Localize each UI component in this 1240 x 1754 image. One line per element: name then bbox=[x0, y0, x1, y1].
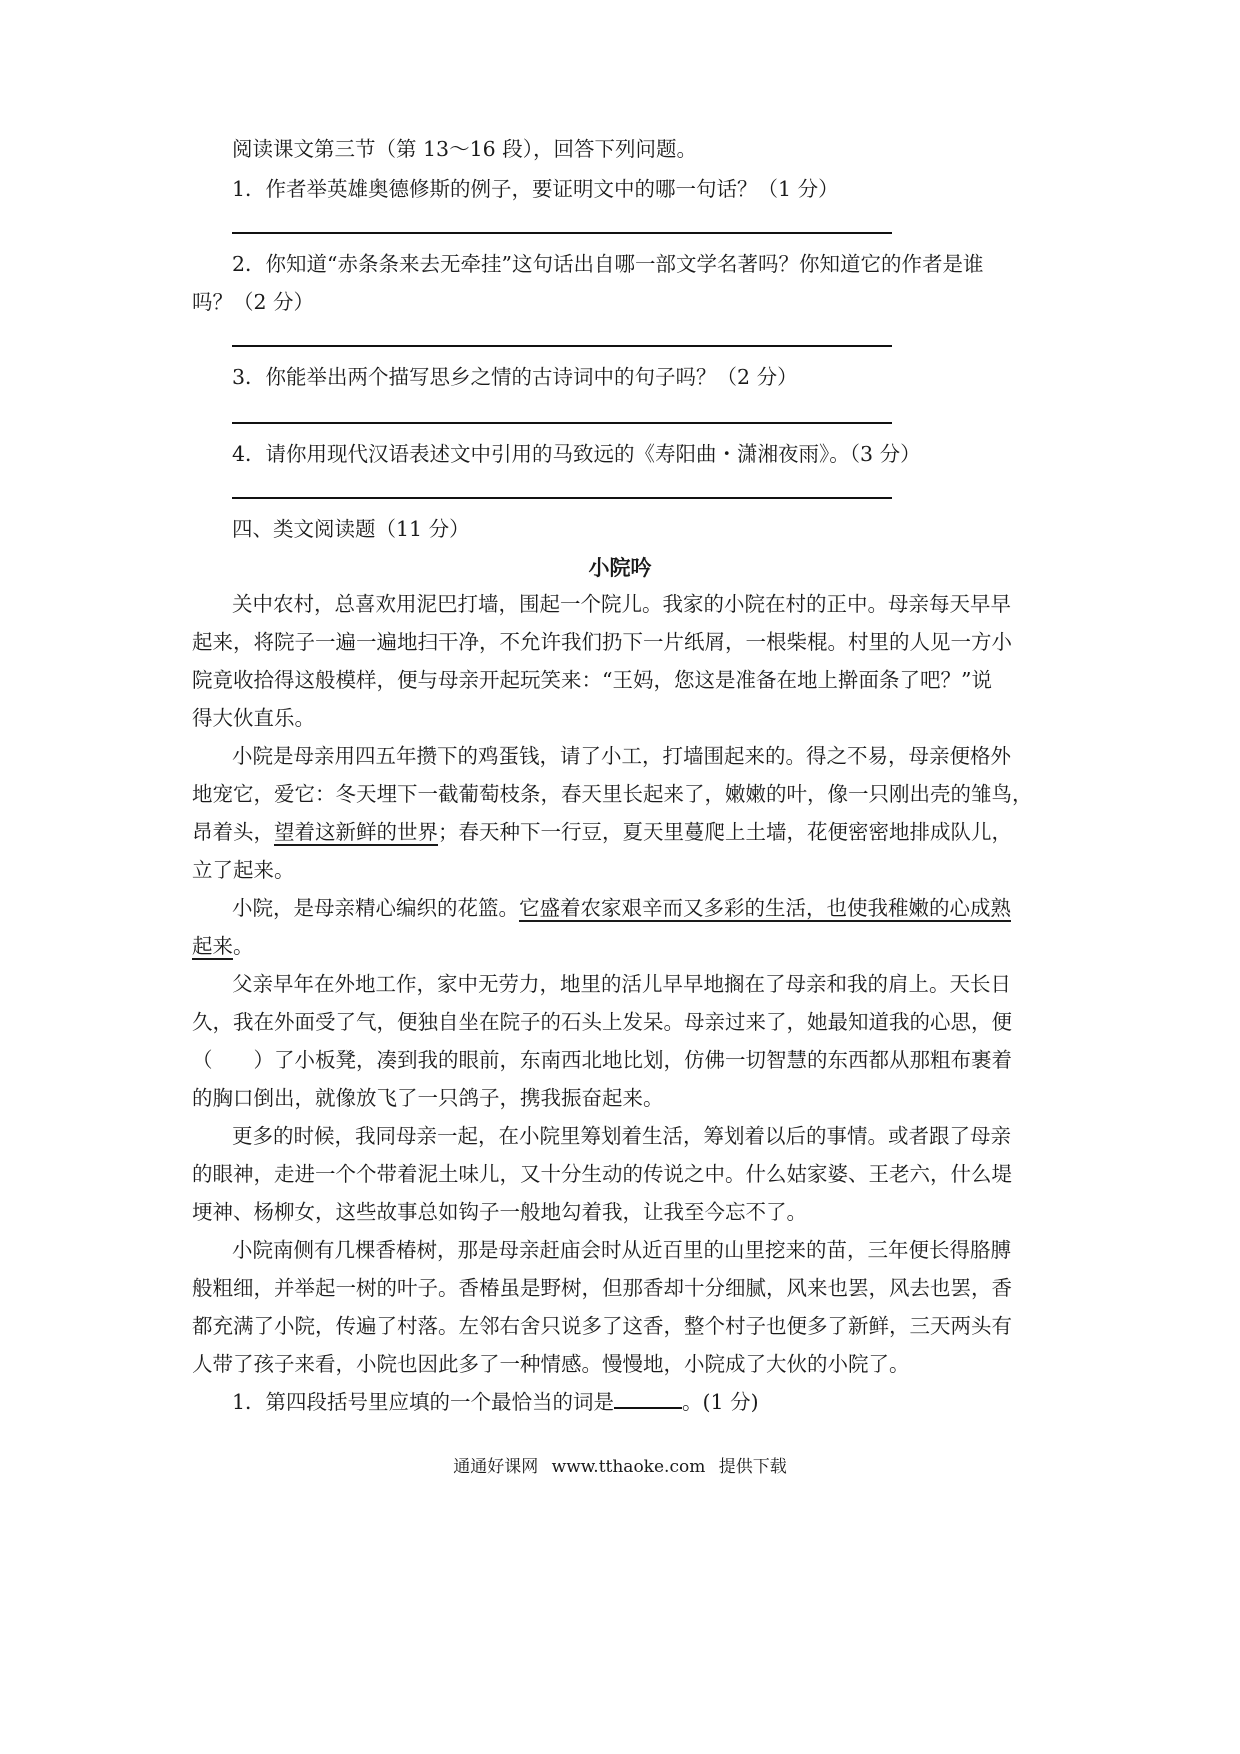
answer-line-1 bbox=[232, 232, 892, 234]
passage-line: 小院南侧有几棵香椿树，那是母亲赶庙会时从近百里的山里挖来的苗，三年便长得胳膊 bbox=[232, 1238, 1011, 1262]
question-text: 1．第四段括号里应填的一个最恰当的词是 bbox=[232, 1390, 615, 1414]
footer-site-name: 通通好课网 bbox=[453, 1457, 539, 1477]
passage-line: 的胸口倒出，就像放飞了一只鸽子，携我振奋起来。 bbox=[192, 1086, 664, 1110]
page-footer bbox=[0, 1452, 1240, 1477]
passage-title: 小院吟 bbox=[588, 555, 652, 580]
passage-line: 更多的时候，我同母亲一起，在小院里筹划着生活，筹划着以后的事情。或者跟了母亲 bbox=[232, 1124, 1011, 1148]
passage-line: 父亲早年在外地工作，家中无劳力，地里的活儿早早地搁在了母亲和我的肩上。天长日 bbox=[232, 972, 1011, 996]
passage-line: 埂神、杨柳女，这些故事总如钩子一般地勾着我，让我至今忘不了。 bbox=[192, 1200, 807, 1224]
passage-line: 都充满了小院，传遍了村落。左邻右舍只说多了这香，整个村子也便多了新鲜，三天两头有 bbox=[192, 1314, 1012, 1338]
underlined-sentence-b: 它盛着农家艰辛而又多彩的生活，也使我稚嫩的心成熟 bbox=[519, 896, 1011, 920]
passage-line: 关中农村，总喜欢用泥巴打墙，围起一个院儿。我家的小院在村的正中。母亲每天早早 bbox=[232, 592, 1011, 616]
passage-text: 。 bbox=[233, 934, 254, 958]
answer-line-4 bbox=[232, 497, 892, 499]
passage-line: 的眼神，走进一个个带着泥土味儿，又十分生动的传说之中。什么姑家婆、王老六，什么堤 bbox=[192, 1162, 1012, 1186]
question-1: 1．作者举英雄奥德修斯的例子，要证明文中的哪一句话？（1 分） bbox=[232, 177, 839, 201]
reading-instruction: 阅读课文第三节（第 13～16 段），回答下列问题。 bbox=[232, 137, 697, 161]
section4-question-1 bbox=[232, 1388, 759, 1416]
question-score: 。(1 分) bbox=[682, 1390, 759, 1414]
passage-line: 立了起来。 bbox=[192, 858, 295, 882]
passage-line: 得大伙直乐。 bbox=[192, 706, 315, 730]
underlined-sentence-b-end: 起来 bbox=[192, 934, 233, 958]
passage-line bbox=[192, 932, 254, 960]
passage-line: 起来，将院子一遍一遍地扫干净，不允许我们扔下一片纸屑，一根柴棍。村里的人见一方小 bbox=[192, 630, 1012, 654]
passage-line: 院竟收拾得这般模样，便与母亲开起玩笑来：“王妈，您这是准备在地上擀面条了吧？”说 bbox=[192, 668, 992, 692]
passage-line: （ ）了小板凳，凑到我的眼前，东南西北地比划，仿佛一切智慧的东西都从那粗布裹着 bbox=[192, 1048, 1012, 1072]
question-4: 4．请你用现代汉语表述文中引用的马致远的《寿阳曲・潇湘夜雨》。（3 分） bbox=[232, 442, 921, 466]
passage-text: 小院，是母亲精心编织的花篮。 bbox=[232, 896, 519, 920]
passage-line: 地宠它，爱它：冬天埋下一截葡萄枝条，春天里长起来了，嫩嫩的叶，像一只刚出壳的雏鸟， bbox=[192, 782, 1033, 806]
section-heading: 四、类文阅读题（11 分） bbox=[232, 517, 470, 541]
passage-line bbox=[232, 894, 1011, 922]
passage-line bbox=[192, 818, 1012, 846]
question-2-line-1: 2．你知道“赤条条来去无牵挂”这句话出自哪一部文学名著吗？你知道它的作者是谁 bbox=[232, 252, 984, 276]
passage-text: 昂着头， bbox=[192, 820, 274, 844]
passage-line: 人带了孩子来看，小院也因此多了一种情感。慢慢地，小院成了大伙的小院了。 bbox=[192, 1352, 910, 1376]
passage-text: ；春天种下一行豆，夏天里蔓爬上土墙，花便密密地排成队儿， bbox=[438, 820, 1012, 844]
question-2-line-2: 吗？（2 分） bbox=[192, 290, 315, 314]
passage-line: 般粗细，并举起一树的叶子。香椿虽是野树，但那香却十分细腻，风来也罢，风去也罢，香 bbox=[192, 1276, 1012, 1300]
footer-action: 提供下载 bbox=[718, 1457, 787, 1477]
underlined-sentence-a: 望着这新鲜的世界 bbox=[274, 820, 438, 844]
answer-line-3 bbox=[232, 422, 892, 424]
answer-line-2 bbox=[232, 345, 892, 347]
passage-line: 小院是母亲用四五年攒下的鸡蛋钱，请了小工，打墙围起来的。得之不易，母亲便格外 bbox=[232, 744, 1011, 768]
passage-line: 久，我在外面受了气，便独自坐在院子的石头上发呆。母亲过来了，她最知道我的心思，便 bbox=[192, 1010, 1012, 1034]
footer-url: www.tthaoke.com bbox=[551, 1457, 706, 1477]
fill-blank bbox=[614, 1389, 682, 1409]
question-3: 3．你能举出两个描写思乡之情的古诗词中的句子吗？（2 分） bbox=[232, 365, 798, 389]
